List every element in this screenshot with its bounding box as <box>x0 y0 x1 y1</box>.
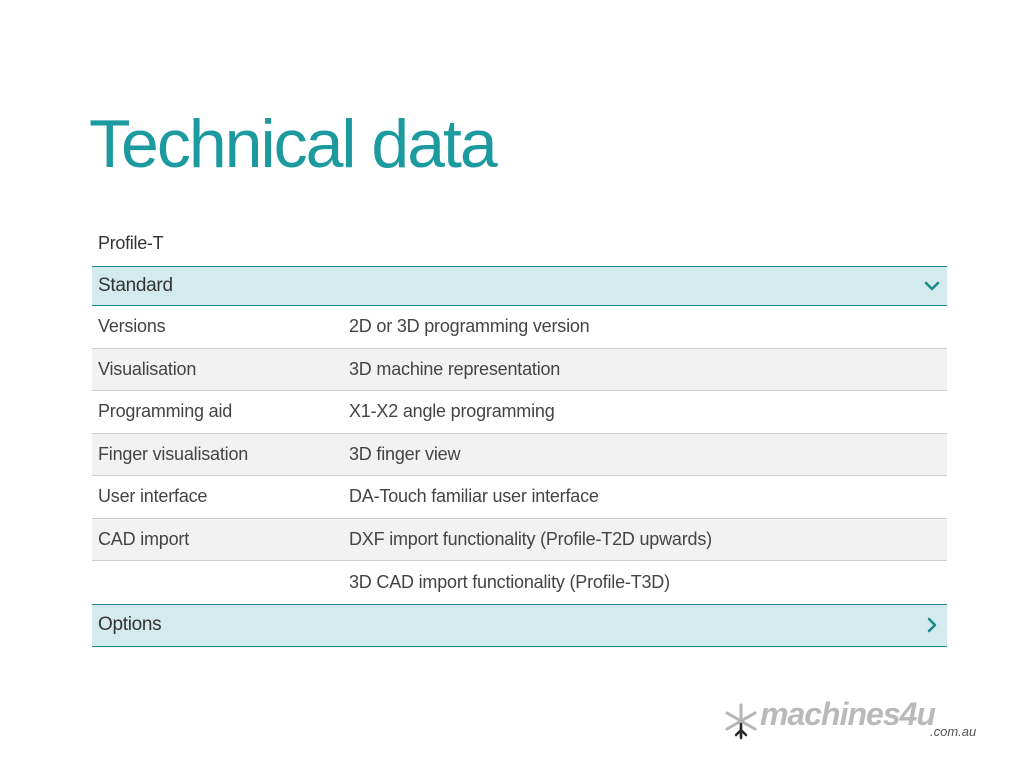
chevron-right-icon[interactable] <box>923 616 941 634</box>
product-name: Profile-T <box>98 233 164 253</box>
row-key: Versions <box>98 316 166 337</box>
chevron-down-icon[interactable] <box>923 277 941 295</box>
table-row <box>92 519 947 562</box>
row-value: X1-X2 angle programming <box>349 401 555 422</box>
section-options-label: Options <box>98 614 162 635</box>
table-row <box>92 561 947 604</box>
row-key: Finger visualisation <box>98 443 249 464</box>
row-value: DXF import functionality (Profile-T2D upwards) <box>349 528 712 549</box>
table-row <box>92 434 947 477</box>
section-standard-header[interactable] <box>92 266 947 306</box>
snowflake-icon <box>722 702 760 740</box>
table-row <box>92 349 947 392</box>
section-options-header[interactable] <box>92 604 947 647</box>
row-key: CAD import <box>98 528 190 549</box>
machines4u-logo <box>722 696 992 744</box>
table-row <box>92 306 947 349</box>
row-key: Visualisation <box>98 358 197 379</box>
section-standard-body <box>92 306 947 604</box>
section-standard-label: Standard <box>98 275 173 296</box>
logo-domain: .com.au <box>930 724 977 739</box>
row-value: 2D or 3D programming version <box>349 316 590 337</box>
table-row <box>92 476 947 519</box>
spec-table <box>92 266 947 647</box>
table-row <box>92 391 947 434</box>
logo-wordmark: machines4u <box>760 696 935 732</box>
row-value: DA-Touch familiar user interface <box>349 486 599 507</box>
row-value: 3D CAD import functionality (Profile-T3D) <box>349 571 670 592</box>
row-key: User interface <box>98 486 208 507</box>
row-value: 3D finger view <box>349 443 461 464</box>
row-key: Programming aid <box>98 401 233 422</box>
row-value: 3D machine representation <box>349 358 561 379</box>
page-title: Technical data <box>89 106 496 182</box>
